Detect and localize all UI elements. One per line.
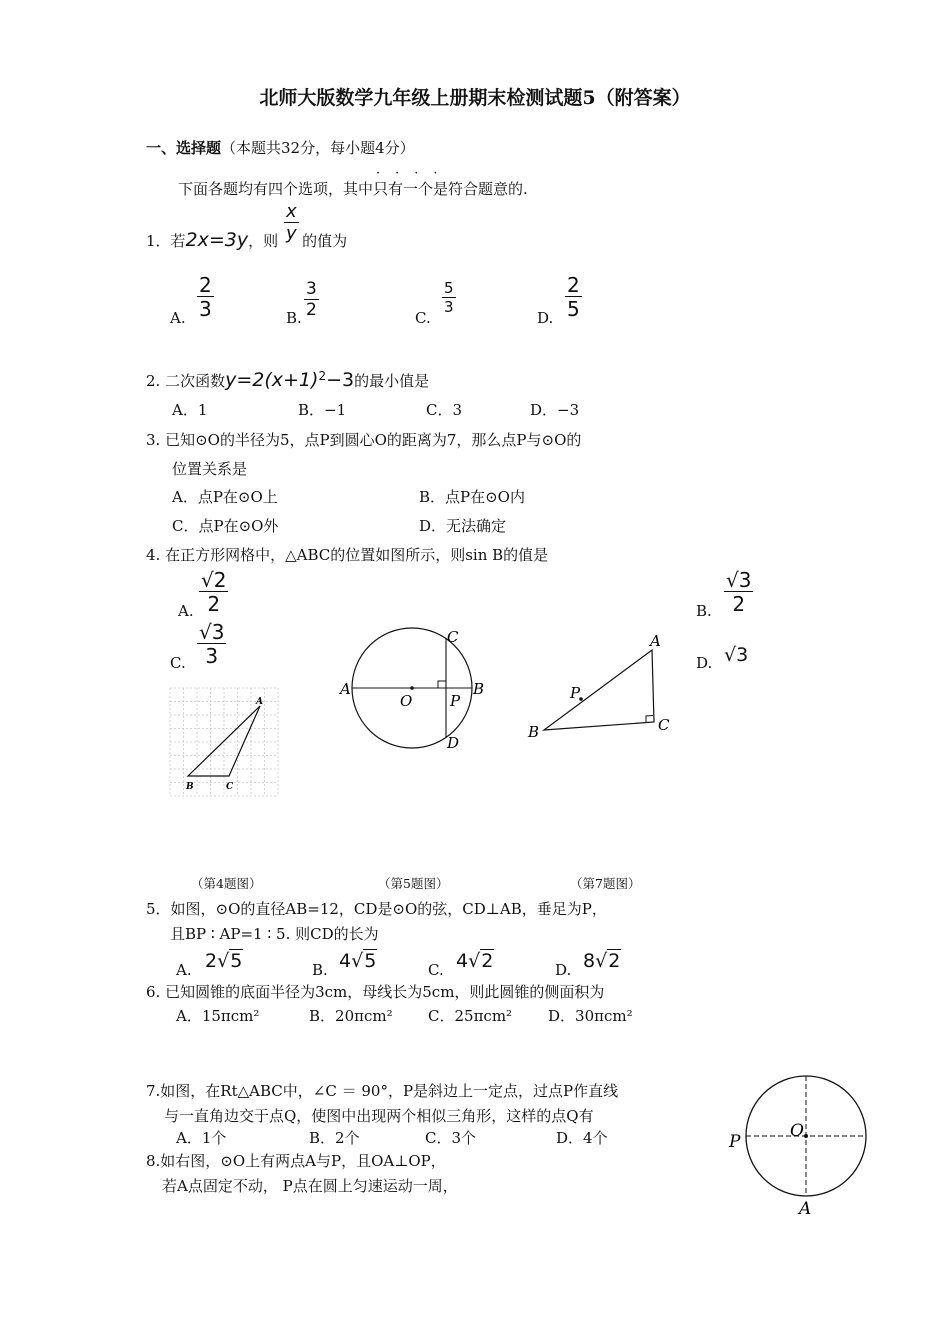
fig5-label-a: A [340, 680, 351, 698]
question-7-line1: 7.如图，在Rt△ABC中，∠C ＝ 90°，P是斜边上一定点，过点P作直线 [146, 1082, 619, 1100]
emphasis-dots: ···· [376, 166, 453, 181]
q1-option-d-label: D. [537, 309, 554, 327]
q5-option-c-value: 4√2 [456, 950, 494, 972]
q1-option-b-label: B. [286, 309, 302, 327]
q5-option-a-label: A. [176, 961, 192, 979]
fig4-label-c: C [226, 782, 234, 792]
q5-b-coef: 4 [339, 950, 352, 972]
q5-a-coef: 2 [205, 950, 218, 972]
q1-b-den: 2 [306, 300, 317, 320]
q4-option-d-value: √3 [724, 644, 749, 666]
q5-option-b-label: B. [312, 961, 328, 979]
question-6: 6. 已知圆锥的底面半径为3cm，母线长为5cm，则此圆锥的侧面积为 [146, 983, 605, 1001]
fig5-circle-chord [336, 622, 500, 756]
q4-c-num: √3 [199, 620, 225, 644]
q3-option-b: B．点P在⊙O内 [419, 488, 525, 506]
question-5-line2: 且BP ∶ AP=1 ∶ 5. 则CD的长为 [170, 925, 379, 943]
fig8-label-p: P [729, 1132, 741, 1152]
q2-function-tail: −3 [326, 369, 355, 391]
q1-option-d-fraction [565, 275, 582, 319]
q1-c-den: 3 [444, 298, 454, 316]
question-4: 4. 在正方形网格中，△ABC的位置如图所示，则sin B的值是 [146, 546, 549, 564]
fig7-label-c: C [658, 716, 670, 734]
q6-option-b: B．20πcm² [309, 1007, 393, 1025]
fig5-label-d: D [447, 734, 460, 752]
q5-option-c-label: C. [428, 961, 444, 979]
fig4-grid-triangle [168, 686, 284, 798]
question-7-line2: 与一直角边交于点Q，使图中出现两个相似三角形，这样的点Q有 [164, 1107, 594, 1125]
q2-number: 2. 二次函数 [146, 372, 226, 390]
q2-tail: 的最小值是 [354, 372, 430, 390]
caption-fig5: （第5题图） [378, 876, 449, 891]
q1-option-c-fraction [442, 281, 456, 315]
q1-fraction-x-over-y [284, 203, 299, 243]
page-title: 北师大版数学九年级上册期末检测试题5（附答案） [259, 87, 691, 109]
q7-option-a: A．1个 [176, 1129, 227, 1147]
q5-option-a-value: 2√5 [205, 950, 243, 972]
instruction-emphasis: 只有一个 [373, 180, 434, 198]
q2-option-a: A．1 [172, 401, 208, 419]
q5-d-coef: 8 [583, 950, 596, 972]
fig7-right-triangle [522, 626, 682, 744]
q4-a-num: √2 [201, 568, 227, 592]
q4-b-num: √3 [726, 568, 752, 592]
q5-c-coef: 4 [456, 950, 469, 972]
q1-then: ，则 [248, 232, 279, 250]
question-3-line1: 3. 已知⊙O的半径为5，点P到圆心O的距离为7，那么点P与⊙O的 [146, 431, 582, 449]
q4-option-a-fraction [199, 570, 228, 614]
q1-frac-num: x [286, 201, 297, 222]
section-heading [146, 140, 415, 157]
section-score-note: （本题共32分，每小题4分） [221, 139, 415, 157]
q1-option-a-fraction [197, 275, 214, 319]
question-3-line2: 位置关系是 [172, 460, 248, 478]
q7-option-d: D．4个 [556, 1129, 608, 1147]
q6-option-c: C．25πcm² [428, 1007, 513, 1025]
q4-option-a-label: A. [178, 602, 194, 620]
instruction-text-b: 是符合题意的. [433, 180, 528, 198]
q4-option-c-fraction [197, 622, 226, 666]
q5-d-radicand: 2 [608, 950, 621, 972]
q4-option-c-label: C. [170, 654, 186, 672]
q2-exponent: 2 [318, 369, 327, 383]
q4-option-d-label: D. [696, 654, 713, 672]
fig7-label-a: A [650, 632, 661, 650]
fig5-label-b: B [473, 680, 485, 698]
q5-option-d-value: 8√2 [583, 950, 621, 972]
q5-option-d-label: D. [555, 961, 572, 979]
q2-option-b: B．−1 [298, 401, 347, 419]
question-2 [146, 370, 429, 392]
q5-option-b-value: 4√5 [339, 950, 377, 972]
q7-option-b: B．2个 [309, 1129, 360, 1147]
fig8-circle [724, 1072, 872, 1218]
caption-fig7: （第7题图） [570, 876, 641, 891]
question-8-line1: 8.如右图，⊙O上有两点A与P，且OA⊥OP， [146, 1152, 446, 1170]
fig7-label-p: P [570, 684, 581, 702]
q7-option-c: C．3个 [425, 1129, 477, 1147]
q4-c-den: 3 [205, 644, 219, 668]
q1-frac-den: y [286, 223, 297, 244]
caption-fig4: （第4题图） [191, 876, 262, 891]
fig4-label-b: B [186, 782, 194, 792]
q1-d-den: 5 [567, 297, 580, 321]
q4-a-den: 2 [207, 592, 221, 616]
q2-option-d: D．−3 [530, 401, 580, 419]
q1-c-num: 5 [444, 279, 454, 297]
fig8-label-o: O [790, 1121, 804, 1141]
q1-a-den: 3 [199, 297, 212, 321]
fig5-label-c: C [447, 628, 459, 646]
q1-option-c-label: C. [415, 309, 431, 327]
q2-option-c: C．3 [426, 401, 463, 419]
fig5-label-o: O [400, 692, 413, 710]
question-8-line2: 若A点固定不动， P点在圆上匀速运动一周， [162, 1177, 458, 1195]
q2-function: y=2(x+1) [225, 369, 319, 391]
q1-a-num: 2 [199, 273, 212, 297]
instruction-text-a: 下面各题均有四个选项，其中 [178, 180, 374, 198]
q4-b-den: 2 [732, 592, 746, 616]
fig5-label-p: P [450, 692, 461, 710]
question-1 [146, 230, 347, 252]
q1-tail: 的值为 [302, 232, 348, 250]
q6-option-a: A．15πcm² [176, 1007, 260, 1025]
q3-option-d: D．无法确定 [419, 517, 507, 535]
q3-option-c: C．点P在⊙O外 [172, 517, 279, 535]
q3-option-a: A．点P在⊙O上 [172, 488, 278, 506]
q1-option-b-fraction [304, 281, 319, 319]
q5-c-radicand: 2 [481, 950, 494, 972]
fig4-label-a: A [256, 697, 263, 707]
q4-option-b-fraction [724, 570, 753, 614]
section-instruction [178, 166, 528, 198]
q5-b-radicand: 5 [364, 950, 377, 972]
fig8-label-a: A [799, 1199, 812, 1218]
section-heading-label: 一、选择题 [146, 139, 222, 157]
fig7-label-b: B [528, 723, 540, 741]
q1-d-num: 2 [567, 273, 580, 297]
q6-option-d: D．30πcm² [548, 1007, 633, 1025]
question-5-line1: 5．如图，⊙O的直径AB=12，CD是⊙O的弦，CD⊥AB，垂足为P， [146, 900, 607, 918]
q5-a-radicand: 5 [230, 950, 243, 972]
q4-option-b-label: B. [696, 602, 712, 620]
q1-number: 1．若 [146, 232, 186, 250]
q1-option-a-label: A. [170, 309, 186, 327]
q1-b-num: 3 [306, 279, 317, 299]
q1-equation: 2x=3y [185, 229, 249, 251]
